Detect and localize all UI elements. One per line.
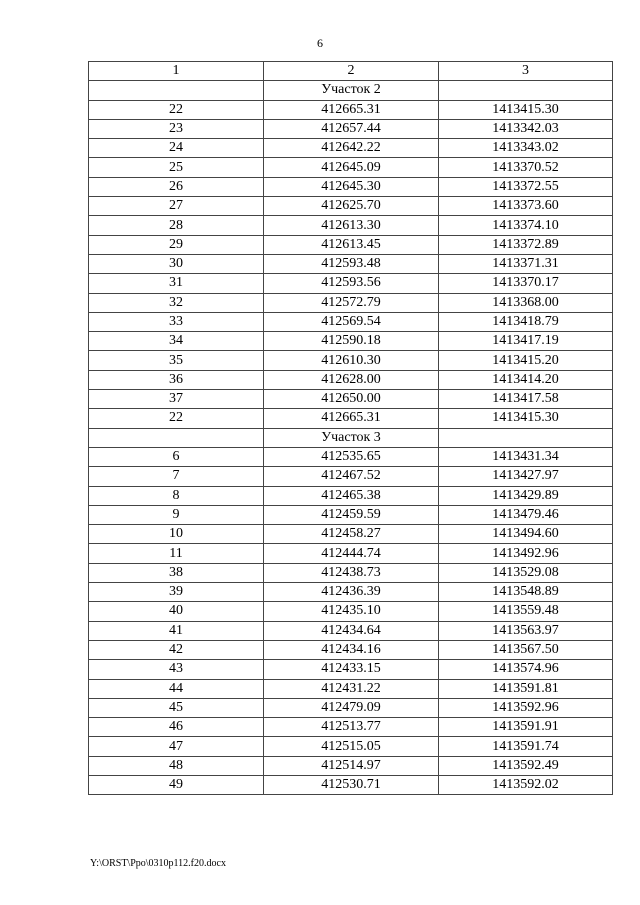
table-row — [89, 139, 613, 158]
y-coordinate-cell: 1413591.81 — [439, 679, 613, 698]
table-row — [89, 390, 613, 409]
x-coordinate-cell: 412657.44 — [264, 119, 439, 138]
y-coordinate-cell: 1413372.55 — [439, 177, 613, 196]
x-coordinate-cell: 412431.22 — [264, 679, 439, 698]
y-coordinate-cell: 1413417.19 — [439, 332, 613, 351]
x-coordinate-cell: 412645.30 — [264, 177, 439, 196]
point-number-cell: 48 — [89, 756, 264, 775]
header-cell-y: 3 — [439, 62, 613, 81]
point-number-cell: 35 — [89, 351, 264, 370]
y-coordinate-cell: 1413494.60 — [439, 525, 613, 544]
y-coordinate-cell: 1413591.91 — [439, 718, 613, 737]
table-header-row — [89, 62, 613, 81]
y-coordinate-cell: 1413374.10 — [439, 216, 613, 235]
point-number-cell: 32 — [89, 293, 264, 312]
x-coordinate-cell: 412465.38 — [264, 486, 439, 505]
table-row — [89, 698, 613, 717]
x-coordinate-cell: 412433.15 — [264, 660, 439, 679]
x-coordinate-cell: 412479.09 — [264, 698, 439, 717]
section-spacer-cell — [89, 81, 264, 100]
y-coordinate-cell: 1413370.52 — [439, 158, 613, 177]
table-row — [89, 660, 613, 679]
x-coordinate-cell: 412434.64 — [264, 621, 439, 640]
y-coordinate-cell: 1413342.03 — [439, 119, 613, 138]
y-coordinate-cell: 1413592.49 — [439, 756, 613, 775]
table-row — [89, 100, 613, 119]
table-row — [89, 235, 613, 254]
point-number-cell: 37 — [89, 390, 264, 409]
coordinates-table-container — [88, 61, 612, 795]
point-number-cell: 39 — [89, 583, 264, 602]
y-coordinate-cell: 1413415.30 — [439, 100, 613, 119]
table-row — [89, 370, 613, 389]
point-number-cell: 22 — [89, 100, 264, 119]
table-row — [89, 216, 613, 235]
point-number-cell: 8 — [89, 486, 264, 505]
table-row — [89, 467, 613, 486]
x-coordinate-cell: 412650.00 — [264, 390, 439, 409]
x-coordinate-cell: 412444.74 — [264, 544, 439, 563]
section-label: Участок 3 — [264, 428, 439, 447]
point-number-cell: 22 — [89, 409, 264, 428]
x-coordinate-cell: 412665.31 — [264, 409, 439, 428]
table-row — [89, 718, 613, 737]
table-row — [89, 332, 613, 351]
table-row — [89, 756, 613, 775]
point-number-cell: 47 — [89, 737, 264, 756]
header-cell-point-number: 1 — [89, 62, 264, 81]
x-coordinate-cell: 412613.30 — [264, 216, 439, 235]
table-row — [89, 351, 613, 370]
header-cell-x: 2 — [264, 62, 439, 81]
table-row — [89, 602, 613, 621]
y-coordinate-cell: 1413592.02 — [439, 775, 613, 794]
point-number-cell: 45 — [89, 698, 264, 717]
y-coordinate-cell: 1413567.50 — [439, 640, 613, 659]
table-row — [89, 177, 613, 196]
x-coordinate-cell: 412434.16 — [264, 640, 439, 659]
point-number-cell: 36 — [89, 370, 264, 389]
x-coordinate-cell: 412569.54 — [264, 312, 439, 331]
table-row — [89, 679, 613, 698]
x-coordinate-cell: 412593.48 — [264, 254, 439, 273]
table-row — [89, 737, 613, 756]
page-number: 6 — [317, 36, 323, 50]
x-coordinate-cell: 412625.70 — [264, 197, 439, 216]
x-coordinate-cell: 412530.71 — [264, 775, 439, 794]
y-coordinate-cell: 1413591.74 — [439, 737, 613, 756]
x-coordinate-cell: 412438.73 — [264, 563, 439, 582]
table-row — [89, 197, 613, 216]
y-coordinate-cell: 1413371.31 — [439, 254, 613, 273]
table-row — [89, 293, 613, 312]
x-coordinate-cell: 412613.45 — [264, 235, 439, 254]
table-row — [89, 544, 613, 563]
y-coordinate-cell: 1413574.96 — [439, 660, 613, 679]
y-coordinate-cell: 1413559.48 — [439, 602, 613, 621]
y-coordinate-cell: 1413427.97 — [439, 467, 613, 486]
point-number-cell: 11 — [89, 544, 264, 563]
point-number-cell: 24 — [89, 139, 264, 158]
coordinates-table-body — [89, 62, 613, 795]
x-coordinate-cell: 412642.22 — [264, 139, 439, 158]
y-coordinate-cell: 1413368.00 — [439, 293, 613, 312]
x-coordinate-cell: 412435.10 — [264, 602, 439, 621]
point-number-cell: 27 — [89, 197, 264, 216]
x-coordinate-cell: 412593.56 — [264, 274, 439, 293]
section-label: Участок 2 — [264, 81, 439, 100]
x-coordinate-cell: 412572.79 — [264, 293, 439, 312]
x-coordinate-cell: 412458.27 — [264, 525, 439, 544]
section-spacer-cell — [439, 428, 613, 447]
table-row — [89, 563, 613, 582]
table-row — [89, 621, 613, 640]
section-spacer-cell — [89, 428, 264, 447]
x-coordinate-cell: 412590.18 — [264, 332, 439, 351]
y-coordinate-cell: 1413372.89 — [439, 235, 613, 254]
point-number-cell: 7 — [89, 467, 264, 486]
x-coordinate-cell: 412610.30 — [264, 351, 439, 370]
table-row — [89, 775, 613, 794]
y-coordinate-cell: 1413592.96 — [439, 698, 613, 717]
x-coordinate-cell: 412535.65 — [264, 447, 439, 466]
coordinates-table — [88, 61, 613, 795]
point-number-cell: 46 — [89, 718, 264, 737]
point-number-cell: 23 — [89, 119, 264, 138]
point-number-cell: 10 — [89, 525, 264, 544]
table-row — [89, 505, 613, 524]
point-number-cell: 44 — [89, 679, 264, 698]
y-coordinate-cell: 1413548.89 — [439, 583, 613, 602]
point-number-cell: 6 — [89, 447, 264, 466]
point-number-cell: 33 — [89, 312, 264, 331]
y-coordinate-cell: 1413414.20 — [439, 370, 613, 389]
table-row — [89, 640, 613, 659]
y-coordinate-cell: 1413492.96 — [439, 544, 613, 563]
point-number-cell: 38 — [89, 563, 264, 582]
section-spacer-cell — [439, 81, 613, 100]
x-coordinate-cell: 412513.77 — [264, 718, 439, 737]
point-number-cell: 30 — [89, 254, 264, 273]
file-path-footer: Y:\ORST\Ppo\0310p112.f20.docx — [90, 858, 226, 869]
table-row — [89, 254, 613, 273]
point-number-cell: 34 — [89, 332, 264, 351]
y-coordinate-cell: 1413373.60 — [439, 197, 613, 216]
point-number-cell: 28 — [89, 216, 264, 235]
point-number-cell: 49 — [89, 775, 264, 794]
x-coordinate-cell: 412436.39 — [264, 583, 439, 602]
table-row — [89, 409, 613, 428]
table-row — [89, 447, 613, 466]
table-row — [89, 119, 613, 138]
point-number-cell: 40 — [89, 602, 264, 621]
table-row — [89, 312, 613, 331]
point-number-cell: 42 — [89, 640, 264, 659]
y-coordinate-cell: 1413479.46 — [439, 505, 613, 524]
y-coordinate-cell: 1413343.02 — [439, 139, 613, 158]
point-number-cell: 41 — [89, 621, 264, 640]
section-row — [89, 81, 613, 100]
table-row — [89, 274, 613, 293]
y-coordinate-cell: 1413429.89 — [439, 486, 613, 505]
x-coordinate-cell: 412515.05 — [264, 737, 439, 756]
point-number-cell: 31 — [89, 274, 264, 293]
point-number-cell: 43 — [89, 660, 264, 679]
y-coordinate-cell: 1413417.58 — [439, 390, 613, 409]
y-coordinate-cell: 1413415.20 — [439, 351, 613, 370]
y-coordinate-cell: 1413418.79 — [439, 312, 613, 331]
section-row — [89, 428, 613, 447]
x-coordinate-cell: 412467.52 — [264, 467, 439, 486]
table-row — [89, 486, 613, 505]
x-coordinate-cell: 412628.00 — [264, 370, 439, 389]
x-coordinate-cell: 412665.31 — [264, 100, 439, 119]
y-coordinate-cell: 1413431.34 — [439, 447, 613, 466]
x-coordinate-cell: 412645.09 — [264, 158, 439, 177]
table-row — [89, 583, 613, 602]
y-coordinate-cell: 1413415.30 — [439, 409, 613, 428]
y-coordinate-cell: 1413529.08 — [439, 563, 613, 582]
point-number-cell: 25 — [89, 158, 264, 177]
point-number-cell: 29 — [89, 235, 264, 254]
y-coordinate-cell: 1413370.17 — [439, 274, 613, 293]
point-number-cell: 26 — [89, 177, 264, 196]
table-row — [89, 158, 613, 177]
y-coordinate-cell: 1413563.97 — [439, 621, 613, 640]
x-coordinate-cell: 412459.59 — [264, 505, 439, 524]
point-number-cell: 9 — [89, 505, 264, 524]
x-coordinate-cell: 412514.97 — [264, 756, 439, 775]
table-row — [89, 525, 613, 544]
